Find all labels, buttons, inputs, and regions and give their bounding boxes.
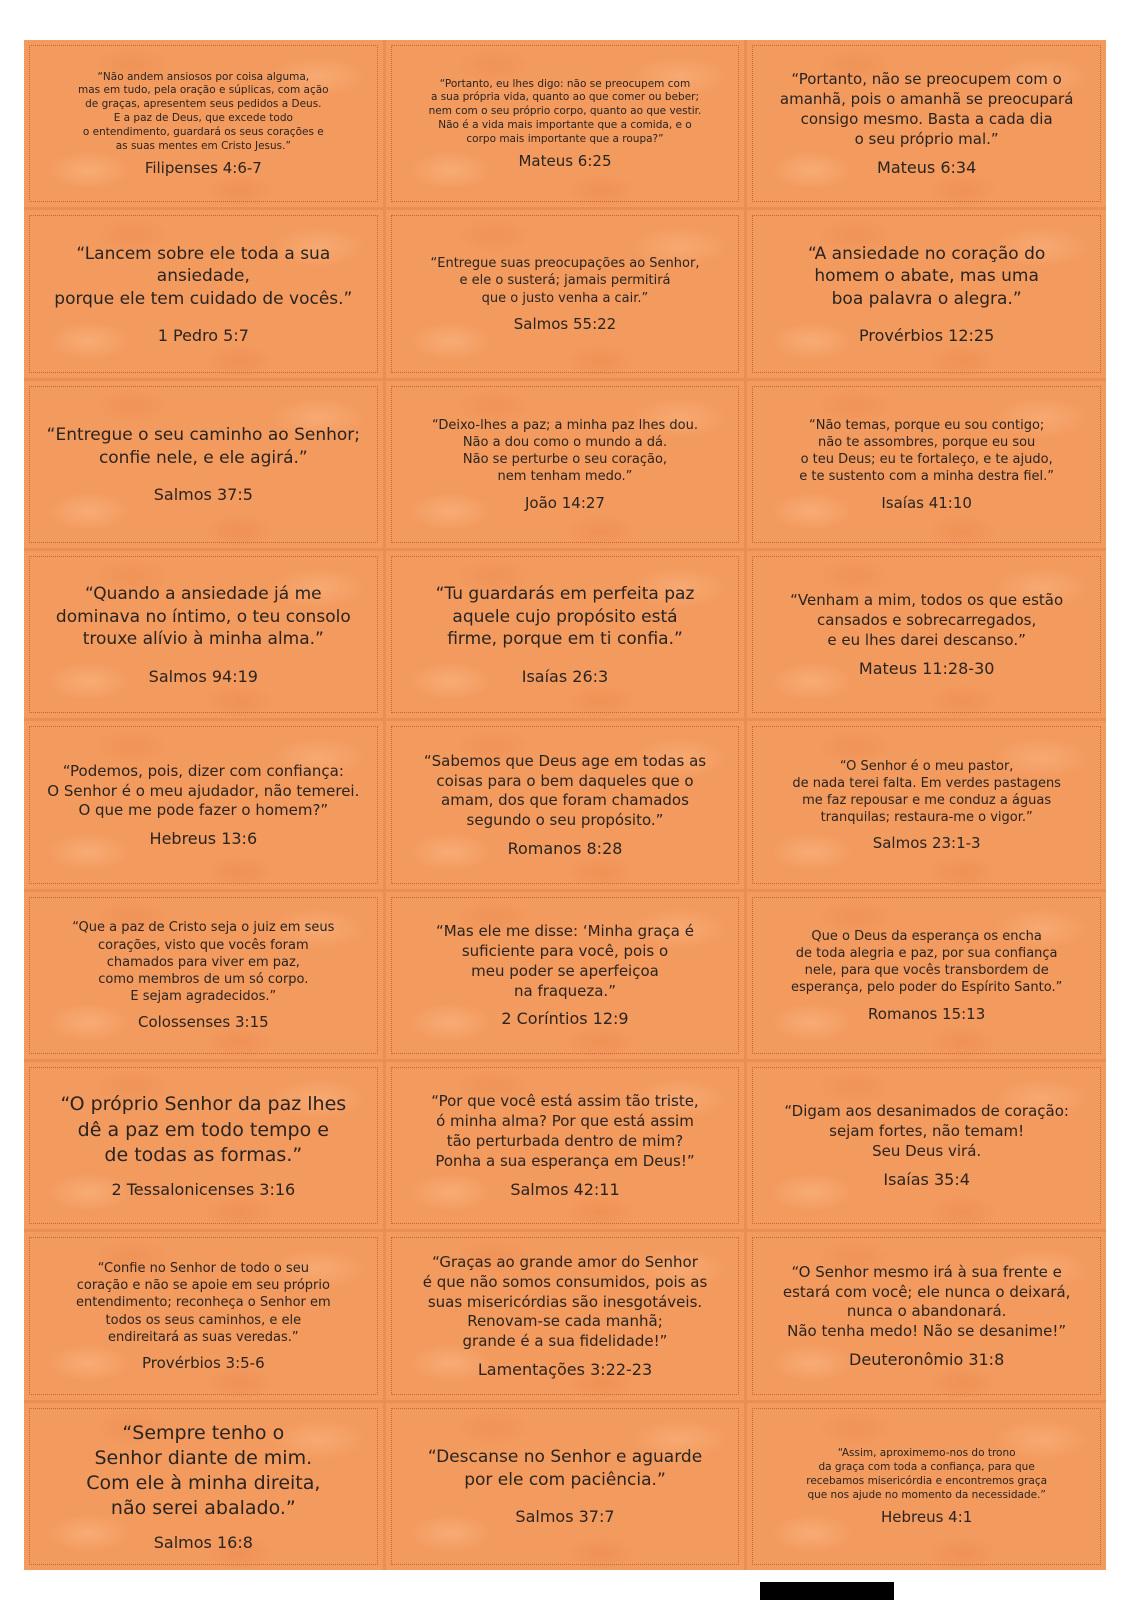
verse-reference: Romanos 15:13 xyxy=(868,1004,986,1023)
verse-text: “Confie no Senhor de todo o seu coração e não se apoie em seu próprio entendimento; reconheça o Senhor em todos os seus caminhos, e ele endireitará as suas veredas.” xyxy=(75,1261,331,1345)
verse-text: “Não temas, porque eu sou contigo; não te assombres, porque eu sou o teu Deus; eu te fortaleço, e te ajudo, e te sustento com a minha destra fiel.” xyxy=(799,418,1055,485)
verse-card xyxy=(24,40,383,207)
verse-reference: Salmos 42:11 xyxy=(510,1179,620,1199)
verse-card xyxy=(747,40,1106,207)
verse-text: Que o Deus da esperança os encha de toda alegria e paz, por sua confiança nele, para que vocês transbordem de esperança, pelo poder do Espírito Santo.” xyxy=(791,929,1063,996)
verse-text: “Sempre tenho o Senhor diante de mim. Com ele à minha direita, não serei abalado.” xyxy=(86,1421,321,1519)
verse-card xyxy=(24,1232,383,1399)
verse-reference: Deuteronômio 31:8 xyxy=(849,1349,1005,1369)
verse-card xyxy=(24,381,383,548)
verse-card xyxy=(747,1232,1106,1399)
verse-text: “Assim, aproximemo-nos do trono da graça com toda a confiança, para que recebamos misericórdia e encontremos graça que nos ajude no momento da necessidade.” xyxy=(806,1447,1048,1501)
verse-reference: 1 Pedro 5:7 xyxy=(157,326,249,346)
verse-text: “Entregue suas preocupações ao Senhor, e ele o susterá; jamais permitirá que o justo venha a cair.” xyxy=(430,256,700,306)
verse-card xyxy=(24,1403,383,1570)
verse-text: “Que a paz de Cristo seja o juiz em seus corações, visto que vocês foram chamados para viver em paz, como membros de um só corpo. E sejam agradecidos.” xyxy=(72,920,335,1005)
verse-reference: Salmos 37:7 xyxy=(515,1507,615,1527)
verse-card xyxy=(747,551,1106,718)
verse-card xyxy=(386,381,745,548)
verse-card xyxy=(24,892,383,1059)
verse-text: “Descanse no Senhor e aguarde por ele com paciência.” xyxy=(427,1447,703,1490)
verse-card xyxy=(747,721,1106,888)
verse-reference: Hebreus 13:6 xyxy=(149,829,258,849)
verse-reference: Salmos 23:1-3 xyxy=(872,834,981,853)
verse-card xyxy=(747,381,1106,548)
verse-card xyxy=(24,551,383,718)
verse-card xyxy=(747,892,1106,1059)
verse-reference: Romanos 8:28 xyxy=(507,838,623,858)
verse-reference: 2 Coríntios 12:9 xyxy=(501,1009,629,1029)
verse-reference: Provérbios 12:25 xyxy=(859,326,995,346)
verse-reference: Isaías 41:10 xyxy=(881,493,972,512)
verse-card xyxy=(747,210,1106,377)
verse-text: “Mas ele me disse: ‘Minha graça é suficiente para você, pois o meu poder se aperfeiçoa na fraqueza.” xyxy=(435,922,694,1000)
verse-text: “Deixo-lhes a paz; a minha paz lhes dou. Não a dou como o mundo a dá. Não se perturbe o seu coração, nem tenham medo.” xyxy=(431,418,698,485)
verse-card xyxy=(386,721,745,888)
verse-text: “O próprio Senhor da paz lhes dê a paz em todo tempo e de todas as formas.” xyxy=(60,1093,347,1166)
verse-card xyxy=(747,1062,1106,1229)
verse-text: “Lancem sobre ele toda a sua ansiedade, porque ele tem cuidado de vocês.” xyxy=(54,243,353,309)
verse-text: “Portanto, eu lhes digo: não se preocupem com a sua própria vida, quanto ao que comer ou beber; nem com o seu próprio corpo, quanto ao que vestir. Não é a vida mais importante que a comida, e o corpo mais importante que a roupa?” xyxy=(428,77,702,145)
redaction-bar xyxy=(760,1582,894,1600)
verse-text: “Portanto, não se preocupem com o amanhã, pois o amanhã se preocupará consigo mesmo. Basta a cada dia o seu próprio mal.” xyxy=(779,70,1074,148)
verse-card xyxy=(386,40,745,207)
verse-text: “A ansiedade no coração do homem o abate, mas uma boa palavra o alegra.” xyxy=(808,243,1046,309)
verse-card xyxy=(24,1062,383,1229)
verse-reference: Colossenses 3:15 xyxy=(137,1013,269,1032)
verse-reference: Lamentações 3:22-23 xyxy=(477,1359,653,1379)
verse-reference: Filipenses 4:6-7 xyxy=(144,158,262,177)
verse-text: “Digam aos desanimados de coração: sejam fortes, não temam! Seu Deus virá. xyxy=(784,1102,1069,1160)
verse-text: “Graças ao grande amor do Senhor é que não somos consumidos, pois as suas misericórdias são inesgotáveis. Renovam-se cada manhã; grande é a sua fidelidade!” xyxy=(422,1252,708,1351)
verse-card xyxy=(386,1062,745,1229)
verse-text: “Sabemos que Deus age em todas as coisas para o bem daqueles que o amam, dos que foram chamados segundo o seu propósito.” xyxy=(423,751,707,830)
verse-text: “Podemos, pois, dizer com confiança: O Senhor é o meu ajudador, não temerei. O que me pode fazer o homem?” xyxy=(47,761,360,820)
verse-card xyxy=(386,1232,745,1399)
verse-reference: Mateus 11:28-30 xyxy=(858,658,995,678)
verse-card xyxy=(386,892,745,1059)
verse-card xyxy=(747,1403,1106,1570)
verse-reference: Salmos 55:22 xyxy=(513,314,617,333)
verse-text: “Tu guardarás em perfeita paz aquele cujo propósito está firme, porque em ti confia.” xyxy=(435,584,695,650)
verse-card xyxy=(24,210,383,377)
verse-reference: 2 Tessalonicenses 3:16 xyxy=(111,1179,296,1199)
verse-text: “O Senhor mesmo irá à sua frente e estará com você; ele nunca o deixará, nunca o abandonará. Não tenha medo! Não se desanime!” xyxy=(782,1262,1071,1341)
verse-reference: Isaías 26:3 xyxy=(521,666,609,686)
verse-card xyxy=(386,210,745,377)
verse-reference: Salmos 16:8 xyxy=(153,1532,253,1552)
verse-reference: Mateus 6:25 xyxy=(518,151,612,170)
verse-text: “Quando a ansiedade já me dominava no íntimo, o teu consolo trouxe alívio à minha alma.” xyxy=(55,584,351,650)
verse-card-sheet xyxy=(24,40,1106,1570)
verse-reference: Mateus 6:34 xyxy=(877,157,977,177)
verse-text: “Venham a mim, todos os que estão cansados e sobrecarregados, e eu lhes darei descanso.” xyxy=(790,591,1064,649)
verse-text: “Por que você está assim tão triste, ó minha alma? Por que está assim tão perturbada dentro de mim? Ponha a sua esperança em Deus!” xyxy=(431,1092,699,1170)
verse-card xyxy=(24,721,383,888)
verse-reference: João 14:27 xyxy=(525,493,605,512)
verse-reference: Hebreus 4:1 xyxy=(880,1507,973,1526)
verse-text: “Entregue o seu caminho ao Senhor; confie nele, e ele agirá.” xyxy=(46,425,360,468)
verse-reference: Salmos 37:5 xyxy=(153,485,253,505)
verse-card xyxy=(386,551,745,718)
verse-text: “Não andem ansiosos por coisa alguma, mas em tudo, pela oração e súplicas, com ação de graças, apresentem seus pedidos a Deus. E a paz de Deus, que excede todo o entendimento, guardará os seus corações e as suas mentes em Cristo Jesus.” xyxy=(78,70,329,152)
verse-reference: Salmos 94:19 xyxy=(148,666,258,686)
verse-text: “O Senhor é o meu pastor, de nada terei falta. Em verdes pastagens me faz repousar e me conduz a águas tranquilas; restaura-me o vigor.” xyxy=(792,758,1061,826)
verse-reference: Isaías 35:4 xyxy=(883,1169,970,1189)
verse-reference: Provérbios 3:5-6 xyxy=(142,1353,265,1372)
verse-card xyxy=(386,1403,745,1570)
